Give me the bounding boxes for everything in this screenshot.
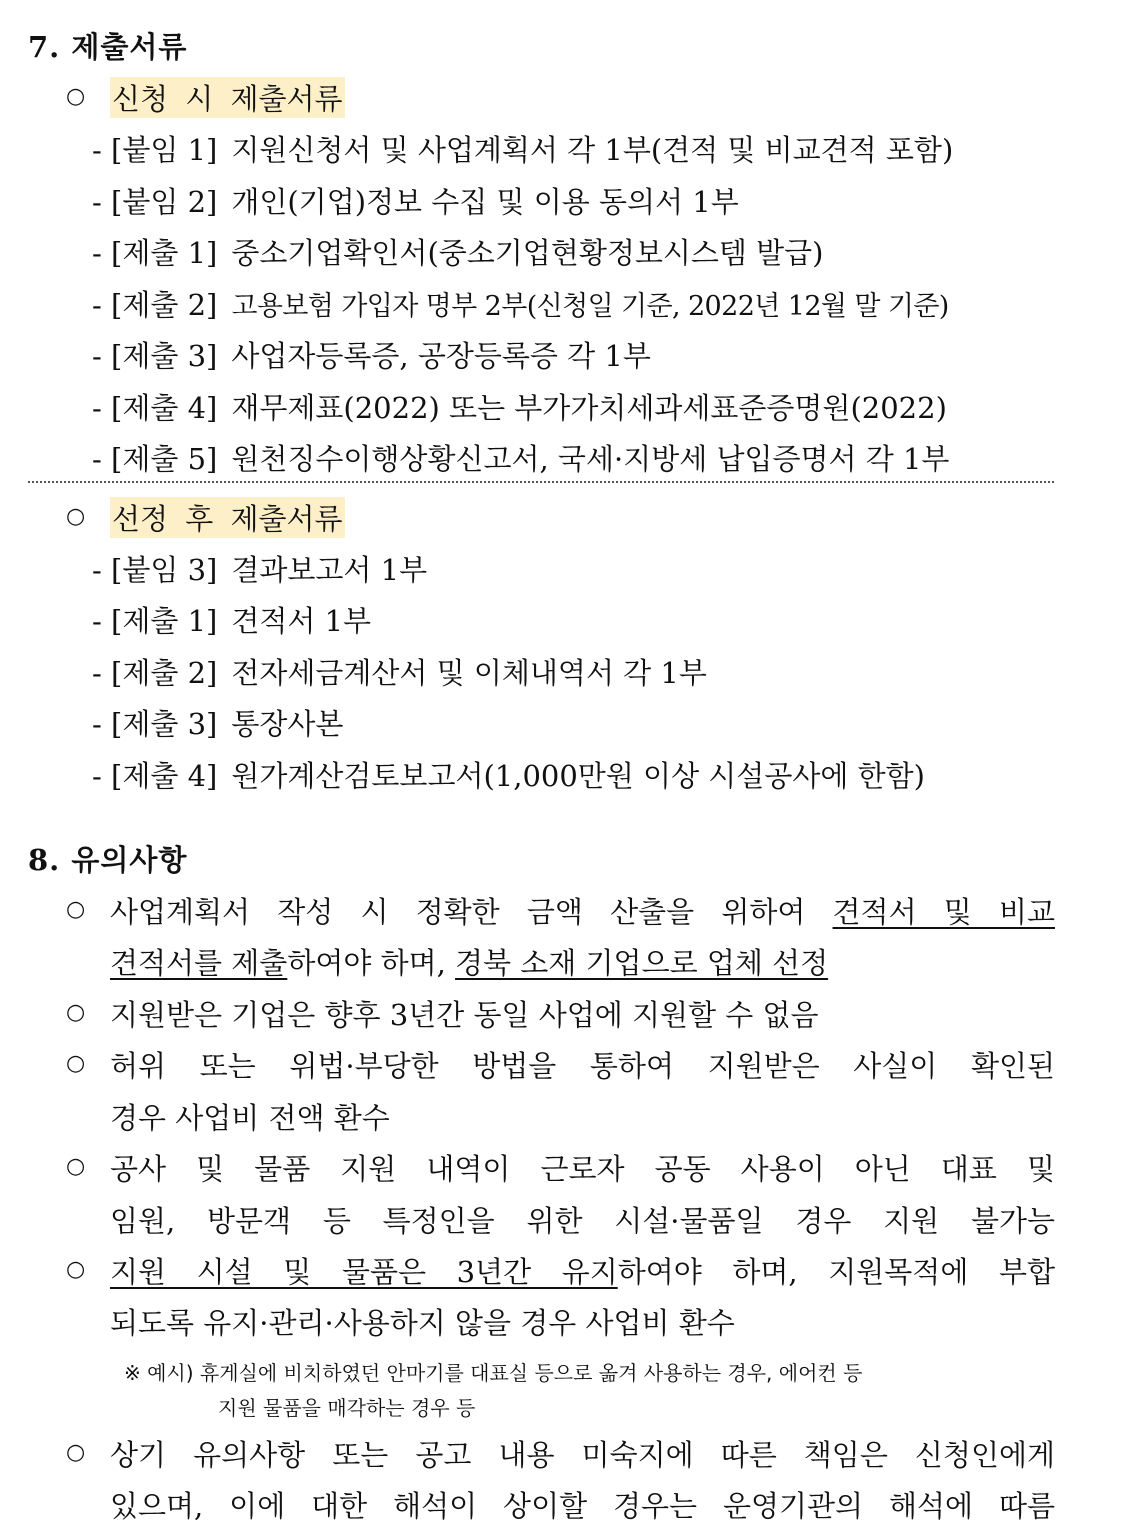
bullet-icon: ○ xyxy=(66,1051,86,1076)
underlined-text: 지원 시설 및 물품은 3년간 유지 xyxy=(110,1255,618,1289)
list-item xyxy=(92,180,739,221)
item-tag: - [제출 2] xyxy=(92,656,218,690)
item-tag: - [제출 4] xyxy=(92,759,218,793)
list-item xyxy=(92,128,953,169)
bullet-icon: ○ xyxy=(66,897,86,922)
item-tag: - [붙임 3] xyxy=(92,553,218,587)
list-item xyxy=(92,548,427,589)
subheading-post-selection-documents: 선정 후 제출서류 xyxy=(110,497,345,538)
item-tag: - [제출 1] xyxy=(92,604,218,638)
example-note: 지원 물품을 매각하는 경우 등 xyxy=(218,1396,476,1420)
notice-text: 하여야 하며, 지원목적에 부합 xyxy=(617,1255,1055,1289)
subheading-application-documents: 신청 시 제출서류 xyxy=(110,77,345,118)
list-item xyxy=(92,651,707,692)
example-note: ※ 예시) 휴게실에 비치하였던 안마기를 대표실 등으로 옮겨 사용하는 경우, 에어컨 등 xyxy=(124,1361,863,1385)
item-text: 개인(기업)정보 수집 및 이용 동의서 1부 xyxy=(231,185,739,219)
notice-paragraph-line: 임원, 방문객 등 특정인을 위한 시설·물품일 경우 지원 불가능 xyxy=(110,1204,1055,1238)
bullet-icon: ○ xyxy=(66,1257,86,1282)
item-tag: - [제출 5] xyxy=(92,442,218,476)
list-item xyxy=(92,702,343,743)
item-text: 견적서 1부 xyxy=(231,604,372,638)
item-text: 결과보고서 1부 xyxy=(231,553,428,587)
notice-paragraph-line: 상기 유의사항 또는 공고 내용 미숙지에 따른 책임은 신청인에게 xyxy=(110,1438,1055,1472)
bullet-icon: ○ xyxy=(66,1000,86,1025)
item-text: 지원신청서 및 사업계획서 각 1부(견적 및 비교견적 포함) xyxy=(231,133,954,167)
notice-paragraph-line xyxy=(110,1250,1055,1291)
notice-text: 사업계획서 작성 시 정확한 금액 산출을 위하여 xyxy=(110,895,833,929)
list-item xyxy=(92,334,651,375)
bullet-icon: ○ xyxy=(66,1440,86,1465)
notice-paragraph-line xyxy=(110,941,1055,982)
item-text: 원가계산검토보고서(1,000만원 이상 시설공사에 한함) xyxy=(231,759,925,793)
dotted-divider xyxy=(28,481,1054,483)
bullet-icon: ○ xyxy=(66,504,86,529)
list-item xyxy=(92,283,949,324)
notice-paragraph-line: 공사 및 물품 지원 내역이 근로자 공동 사용이 아닌 대표 및 xyxy=(110,1152,1055,1186)
list-item xyxy=(92,437,949,478)
section-7-title: 7. 제출서류 xyxy=(28,30,188,64)
item-tag: - [제출 1] xyxy=(92,236,218,270)
list-item xyxy=(92,754,925,795)
item-text: 통장사본 xyxy=(231,707,344,741)
item-tag: - [붙임 1] xyxy=(92,133,218,167)
item-text: 고용보험 가입자 명부 2부(신청일 기준, 2022년 12월 말 기준) xyxy=(231,291,949,322)
item-tag: - [제출 2] xyxy=(92,288,218,322)
item-tag: - [제출 3] xyxy=(92,339,218,373)
item-tag: - [붙임 2] xyxy=(92,185,218,219)
item-text: 중소기업확인서(중소기업현황정보시스템 발급) xyxy=(231,236,824,270)
notice-paragraph-line: 지원받은 기업은 향후 3년간 동일 사업에 지원할 수 없음 xyxy=(110,998,819,1032)
list-item xyxy=(92,599,371,640)
notice-paragraph-line xyxy=(110,890,1055,931)
notice-paragraph-line: 경우 사업비 전액 환수 xyxy=(110,1101,390,1135)
underlined-text: 견적서 및 비교 xyxy=(832,895,1055,929)
bullet-icon: ○ xyxy=(66,84,86,109)
item-tag: - [제출 4] xyxy=(92,391,218,425)
underlined-text: 경북 소재 기업으로 업체 선정 xyxy=(455,946,829,980)
item-text: 재무제표(2022) 또는 부가가치세과세표준증명원(2022) xyxy=(231,391,947,425)
underlined-text: 견적서를 제출 xyxy=(110,946,288,980)
list-item xyxy=(92,231,823,272)
notice-paragraph-line: 되도록 유지·관리·사용하지 않을 경우 사업비 환수 xyxy=(110,1306,735,1340)
item-tag: - [제출 3] xyxy=(92,707,218,741)
bullet-icon: ○ xyxy=(66,1154,86,1179)
item-text: 사업자등록증, 공장등록증 각 1부 xyxy=(231,339,651,373)
item-text: 전자세금계산서 및 이체내역서 각 1부 xyxy=(231,656,707,690)
notice-paragraph-line: 허위 또는 위법·부당한 방법을 통하여 지원받은 사실이 확인된 xyxy=(110,1049,1055,1083)
item-text: 원천징수이행상황신고서, 국세·지방세 납입증명서 각 1부 xyxy=(231,442,950,476)
section-8-title: 8. 유의사항 xyxy=(28,843,188,877)
notice-paragraph-line: 있으며, 이에 대한 해석이 상이할 경우는 운영기관의 해석에 따름 xyxy=(110,1489,1055,1523)
notice-text: 하여야 하며, xyxy=(287,946,456,980)
list-item xyxy=(92,386,947,427)
